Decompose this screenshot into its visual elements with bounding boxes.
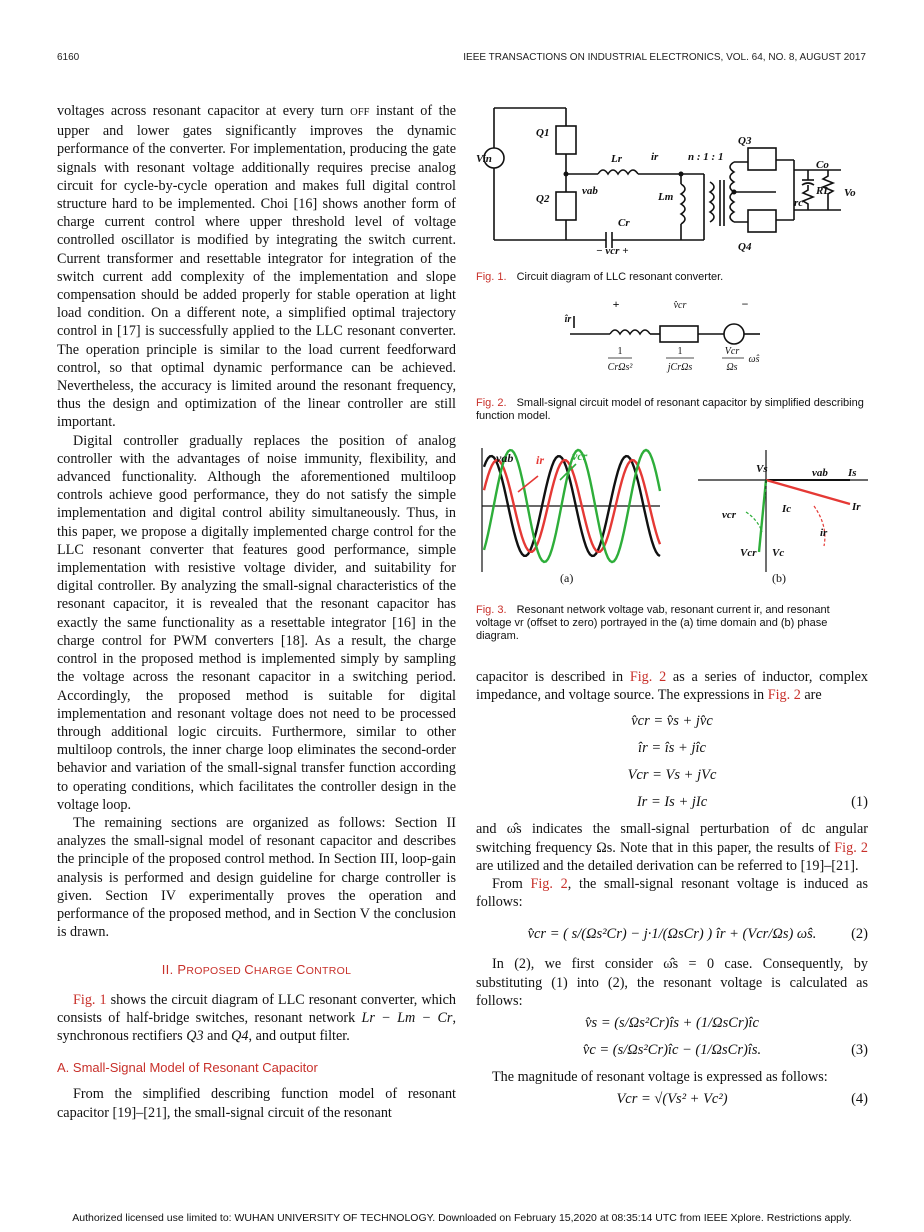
- fig3a-label: (a): [560, 571, 574, 585]
- fig1-label-vcr: − vcr +: [596, 245, 629, 257]
- fig1-label-vin: Vin: [476, 153, 492, 165]
- fig2-link[interactable]: Fig. 2: [834, 839, 868, 856]
- fig2-z1-den: CrΩs²: [607, 362, 633, 373]
- fig2-z2-den: jCrΩs: [667, 362, 693, 373]
- fig2-z1-num: 1: [617, 346, 623, 357]
- fig1-label-lm: Lm: [658, 191, 674, 203]
- fig1-label-q2: Q2: [536, 193, 550, 205]
- paragraph: From Fig. 2, the small-signal resonant voltage is induced as follows:: [476, 876, 868, 911]
- fig1-link[interactable]: Fig. 1: [73, 991, 107, 1008]
- paragraph: Fig. 1 shows the circuit diagram of LLC resonant converter, which consists of half-bridge switches, resonant network Lr − Lm − Cr, synchronous rectifiers Q3 and Q4, and output filter.: [57, 991, 456, 1044]
- equation-number: (4): [851, 1091, 868, 1108]
- fig1-label-q3: Q3: [738, 135, 752, 147]
- right-column: [476, 668, 868, 1117]
- journal-header: IEEE TRANSACTIONS ON INDUSTRIAL ELECTRONICS, VOL. 64, NO. 8, AUGUST 2017: [463, 52, 866, 63]
- equation-1a: v̂cr = v̂s + jv̂c: [631, 713, 713, 730]
- fig3b-label-ir-small: ir: [820, 527, 828, 539]
- equation-4: Vcr = √(Vs² + Vc²) (4): [616, 1091, 868, 1108]
- fig3b-label: (b): [772, 571, 786, 585]
- equation-2: v̂cr = ( s/(Ωs²Cr) − j·1/(ΩsCr) ) îr + (Vcr/Ωs) ω̂s. (2): [527, 926, 868, 943]
- paragraph: and ω̂s indicates the small-signal perturbation of dc angular switching frequency Ωs. Note that in this paper, the results of Fig. 2 are utilized and the detailed derivation can be referred to [19]–[21].: [476, 821, 868, 874]
- fig1-label-lr: Lr: [611, 153, 622, 165]
- fig2-ir-hat: îr: [564, 314, 572, 325]
- fig2-src-den: Ωs: [726, 362, 738, 373]
- fig2-caption: Fig. 2. Small-signal circuit model of resonant capacitor by simplified describing function model.: [476, 397, 864, 422]
- paragraph: voltages across resonant capacitor at every turn OFF instant of the upper and lower gates significantly improves the dynamic performance of the converter. For implementation, producing the gate signals with resonant voltage additionally requires precise analog circuit for cycle-by-cycle operation and makes full digital control structure hard to be implemented. Choi [16] shows another form of charge current control where upper threshold level of voltage controlled oscillator is modified by integrating the switch current. Current transformer and resettable integrator for integration of the switch current add complexity of the implementation and slope compensation should be added properly for stable operation at light load condition. On a different note, a simplified optimal trajectory control in [17] is successfully applied to the LLC resonant converter. The operation principle is similar to the load current feedforward control, so that optimal dynamic performance can be achieved. Nevertheless, the accuracy is limited around the resonant frequency, thus the design and optimization of the linear controller are still important.: [57, 103, 456, 431]
- equation-3b: v̂c = (s/Ωs²Cr)îc − (1/ΩsCr)îs. (3): [582, 1042, 868, 1059]
- fig2-small-signal-model: [560, 298, 770, 378]
- subsection-heading: A. Small-Signal Model of Resonant Capacitor: [57, 1060, 318, 1076]
- fig3a-label-vab: vab: [496, 451, 514, 465]
- fig3a-label-vcr: vcr: [572, 449, 588, 463]
- section-heading: II. PROPOSED CHARGE CONTROL: [161, 962, 352, 978]
- fig1-label-ratio: n : 1 : 1: [688, 151, 724, 163]
- fig3a-label-ir: ir: [536, 453, 545, 467]
- fig3b-label-Vcr: Vcr: [740, 547, 757, 559]
- equation-3a: v̂s = (s/Ωs²Cr)îs + (1/ΩsCr)îc: [585, 1015, 759, 1032]
- left-column: [57, 102, 456, 1122]
- fig1-label-q1: Q1: [536, 127, 550, 139]
- fig1-label-ir: ir: [651, 151, 659, 163]
- fig3b-label-vc: Vc: [772, 547, 785, 559]
- fig1-circuit: [476, 98, 868, 258]
- fig3b-label-vab: vab: [812, 467, 828, 479]
- fig1-label-cr: Cr: [618, 217, 630, 229]
- fig2-src-w: ω̂s: [748, 354, 760, 365]
- paragraph: In (2), we first consider ω̂s = 0 case. Consequently, by substituting (1) into (2), the resonant voltage is calculated as follows:: [476, 956, 868, 1009]
- page-number: 6160: [57, 52, 80, 63]
- equation-number: (1): [851, 794, 868, 811]
- fig3b-label-is: Is: [848, 467, 857, 479]
- fig1-label-rl: RL: [816, 185, 831, 197]
- fig1-label-co: Co: [816, 159, 829, 171]
- paragraph: capacitor is described in Fig. 2 as a series of inductor, complex impedance, and voltage source. The expressions in Fig. 2 are: [476, 669, 869, 704]
- fig2-z2-num: 1: [677, 346, 683, 357]
- license-footer: Authorized licensed use limited to: WUHAN UNIVERSITY OF TECHNOLOGY. Downloaded on February 15,2020 at 08:35:14 UTC from IEEE Xplore. Restrictions apply.: [72, 1212, 852, 1224]
- fig3b-label-vs: Vs: [756, 463, 768, 475]
- paragraph: The remaining sections are organized as follows: Section II analyzes the small-signal model of resonant capacitor and describes the principle of the proposed control method. In Section III, loop-gain analysis is performed and design guideline for charge controller is given. Section IV experimentally proves the operation and performance of the proposed method, and in Section V the conclusion is drawn.: [57, 814, 456, 941]
- paragraph: The magnitude of resonant voltage is expressed as follows:: [492, 1069, 828, 1086]
- equation-number: (3): [851, 1042, 868, 1059]
- fig3b-label-vcr-small: vcr: [722, 509, 737, 521]
- fig2-link[interactable]: Fig. 2: [767, 687, 801, 704]
- equation-1b: îr = îs + jîc: [638, 740, 706, 757]
- fig1-label-vab: vab: [582, 185, 598, 197]
- fig3b-label-ir: Ir: [852, 501, 861, 513]
- paragraph: From the simplified describing function model of resonant capacitor [19]–[21], the small-signal circuit of the resonant: [57, 1086, 456, 1121]
- fig2-link[interactable]: Fig. 2: [530, 876, 568, 893]
- fig2-vcr-hat: v̂cr: [673, 300, 687, 311]
- paragraph: Digital controller gradually replaces the position of analog controller with the advantages of noise immunity, flexibility, and advanced functionality. Although the aforementioned multiloop controls achieve good performance, they do not satisfy the simple implementation and digital control ability simultaneously. Thus, in this paper, we propose a digitally implemented charge control for the LLC resonant converter that features good performance, simple implementation with resistive voltage divider, and suitability for digital controller. By analyzing the small-signal characteristics of the resonant capacitor, it is revealed that the resonant capacitor has exactly the same functionality as a resettable integrator [16] in the charge control for PWM converters [18]. As a result, the charge control in the proposed method is implemented simply by sampling the voltage across the resonant capacitor in a switching period. Accordingly, the proposed method is suitable for digital implementation and resonant voltage does not need to be processed through additional logic circuits. Furthermore, similar to other multiloop controls, the inner charge loop eliminates the second-order behavior and variation of the small-signal transfer function according to operating conditions, which facilitates the controller design in the voltage loop.: [57, 432, 456, 813]
- fig1-caption: Fig. 1. Circuit diagram of LLC resonant converter.: [476, 271, 724, 283]
- fig2-link[interactable]: Fig. 2: [629, 669, 667, 685]
- equation-1c: Vcr = Vs + jVc: [627, 767, 717, 784]
- equation-number: (2): [851, 926, 868, 943]
- fig3b-vcr-vector: [759, 480, 766, 552]
- fig3b-ir-vector: [766, 480, 850, 504]
- equation-1d: Ir = Is + jIc (1): [636, 794, 868, 811]
- fig2-plus: +: [612, 298, 620, 311]
- fig1-label-rc: rc: [794, 197, 804, 209]
- fig1-label-vo: Vo: [844, 187, 856, 199]
- fig1-label-q4: Q4: [738, 241, 752, 253]
- fig2-minus: −: [741, 298, 749, 311]
- fig2-src-num: Vcr: [724, 346, 740, 357]
- fig3-caption: Fig. 3. Resonant network voltage vab, resonant current ir, and resonant voltage vr (offset to zero) portrayed in the (a) time domain and (b) phase diagram.: [476, 604, 830, 642]
- fig3b-label-ic: Ic: [782, 503, 792, 515]
- fig3-waveforms: [476, 440, 868, 590]
